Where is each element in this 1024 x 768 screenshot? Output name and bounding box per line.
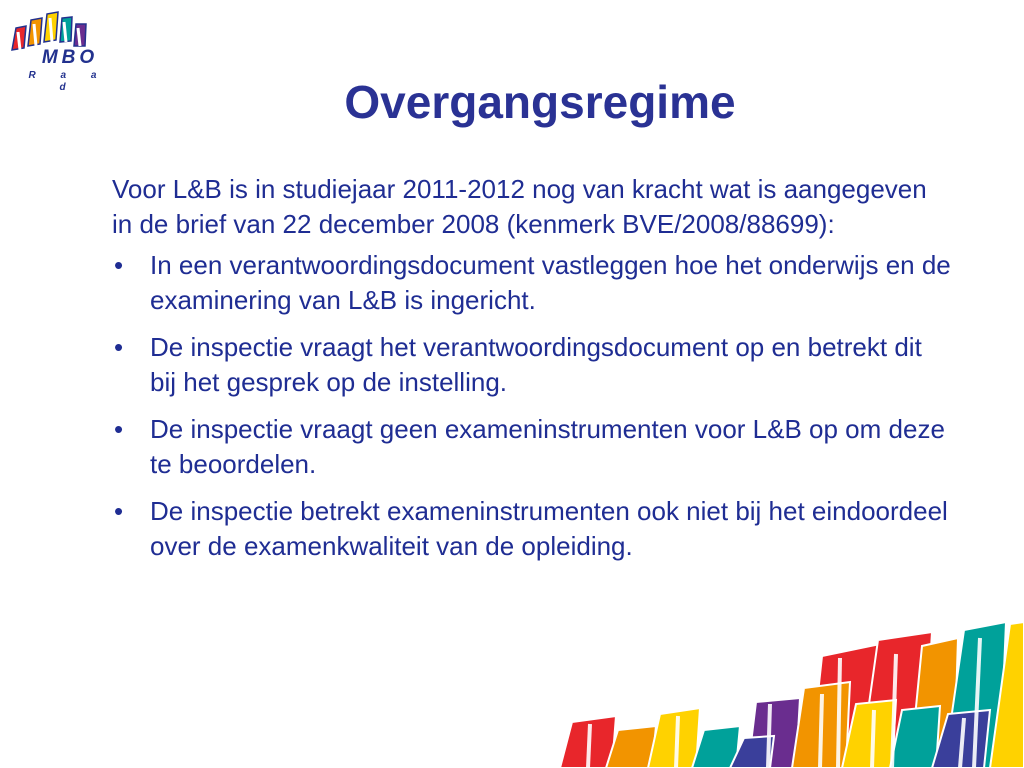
bullet-text: In een verantwoordingsdocument vastleggen hoe het onderwijs en de examinering van L&B is ingericht. <box>150 250 951 315</box>
logo-name: MBO <box>41 47 99 68</box>
bullet-marker: • <box>114 332 124 362</box>
list-item <box>112 248 952 318</box>
list-item <box>112 412 952 482</box>
bullet-marker: • <box>114 414 124 444</box>
bullet-marker: • <box>114 496 124 526</box>
list-item <box>112 330 952 400</box>
intro-paragraph: Voor L&B is in studiejaar 2011-2012 nog van kracht wat is aangegeven in de brief van 22 december 2008 (kenmerk BVE/2008/88699): <box>112 174 927 239</box>
colorful-buildings-icon <box>560 618 1024 768</box>
logo-subtitle: R a a d <box>28 70 108 93</box>
bullet-text: De inspectie vraagt geen exameninstrumenten voor L&B op om deze te beoordelen. <box>150 414 945 479</box>
bullet-list <box>112 248 952 564</box>
bullet-text: De inspectie betrekt exameninstrumenten ook niet bij het eindoordeel over de examenkwaliteit van de opleiding. <box>150 496 948 561</box>
slide-title: Overgangsregime <box>344 76 736 128</box>
list-item <box>112 494 952 564</box>
bullet-text: De inspectie vraagt het verantwoordingsdocument op en betrekt dit bij het gesprek op de instelling. <box>150 332 922 397</box>
slide-body <box>112 172 952 576</box>
bullet-marker: • <box>114 250 124 280</box>
decorative-buildings-graphic <box>560 618 1024 768</box>
